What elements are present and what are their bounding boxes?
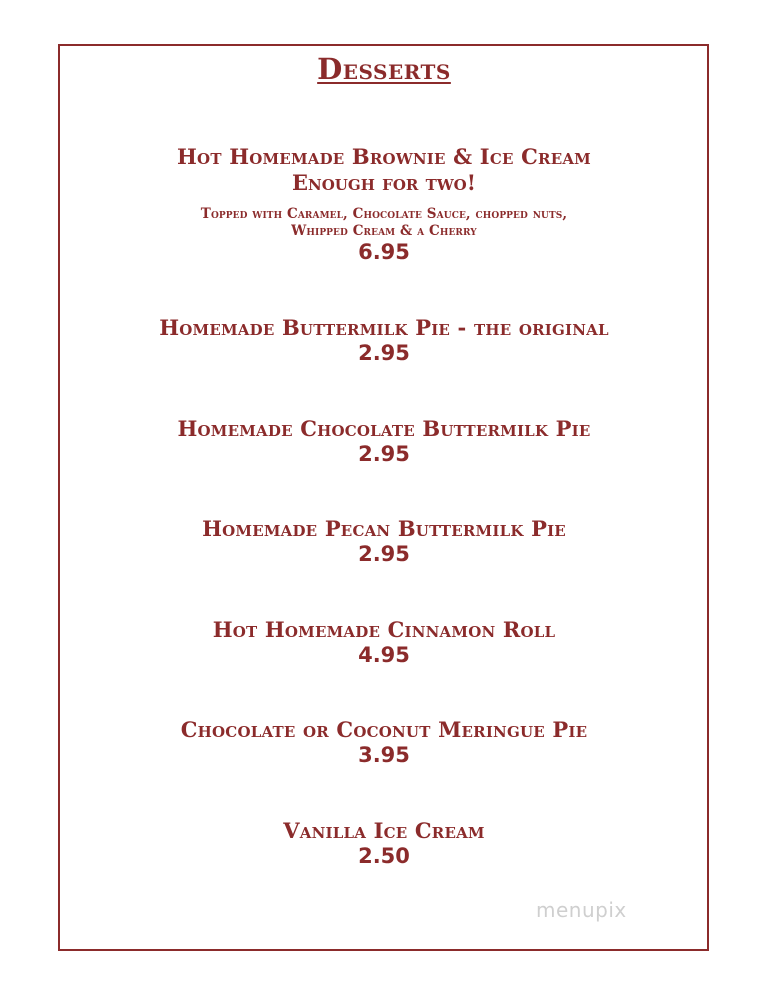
item-name: Homemade Buttermilk Pie - the original — [159, 315, 609, 340]
item-name: Chocolate or Coconut Meringue Pie — [180, 717, 588, 742]
watermark: menupix — [536, 898, 627, 922]
item-description-line2: Whipped Cream & a Cherry — [291, 223, 477, 239]
item-name: Hot Homemade Cinnamon Roll — [212, 617, 556, 642]
item-price: 2.95 — [358, 442, 410, 466]
item-price: 2.95 — [358, 542, 410, 566]
item-subtitle: Enough for two! — [292, 170, 476, 195]
menu-title: Desserts — [317, 52, 451, 86]
item-name: Vanilla Ice Cream — [283, 818, 485, 843]
item-price: 4.95 — [358, 643, 410, 667]
item-name: Homemade Pecan Buttermilk Pie — [202, 516, 566, 541]
item-price: 2.50 — [358, 844, 410, 868]
item-price: 3.95 — [358, 743, 410, 767]
item-price: 2.95 — [358, 341, 410, 365]
item-name: Hot Homemade Brownie & Ice Cream — [177, 144, 591, 169]
item-price: 6.95 — [358, 240, 410, 264]
item-description-line1: Topped with Caramel, Chocolate Sauce, chopped nuts, — [200, 206, 568, 222]
item-name: Homemade Chocolate Buttermilk Pie — [177, 416, 591, 441]
